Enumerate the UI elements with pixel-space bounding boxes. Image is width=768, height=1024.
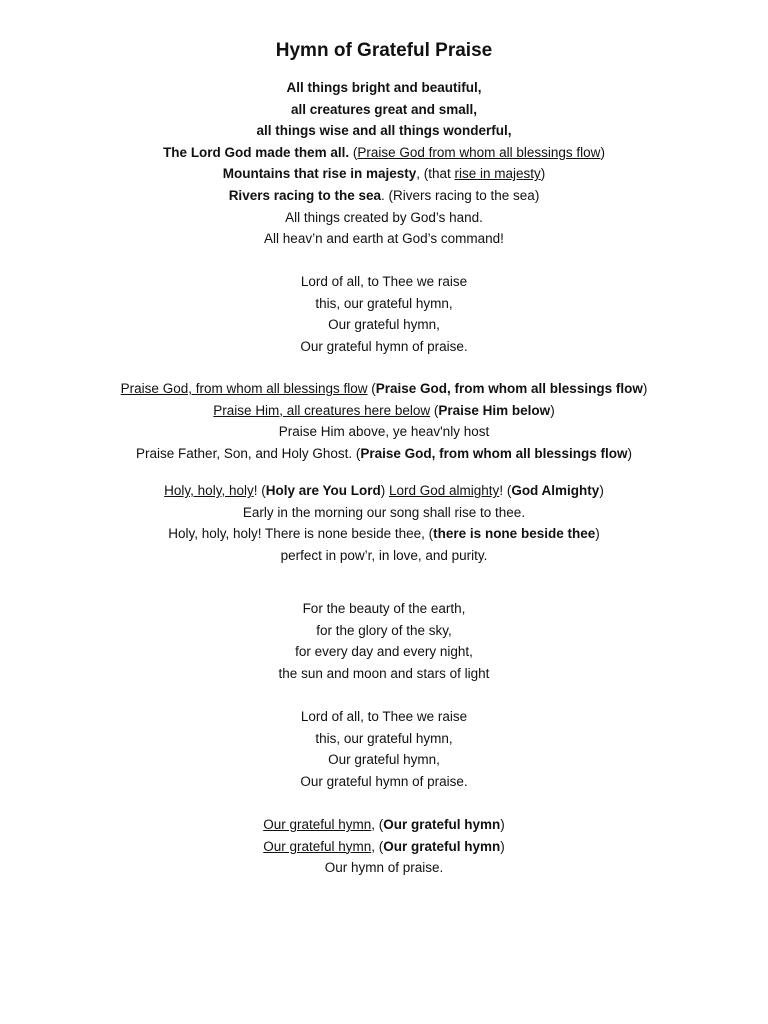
- lyric-line: [0, 443, 768, 465]
- lyric-segment: (: [430, 402, 439, 418]
- lyric-segment: this, our grateful hymn,: [315, 730, 453, 746]
- lyric-segment: all creatures great and small,: [290, 101, 478, 117]
- lyric-line: [0, 314, 768, 336]
- lyric-segment: Lord of all, to Thee we raise: [300, 709, 468, 724]
- lyric-segment: ): [627, 445, 632, 461]
- lyric-line: [0, 620, 768, 642]
- lyric-segment: Our grateful hymn: [263, 838, 372, 854]
- lyric-line: [0, 857, 768, 879]
- lyric-segment: Praise Him below: [438, 402, 551, 418]
- lyric-segment: Rivers racing to the sea: [228, 187, 381, 203]
- lyric-line: [0, 271, 768, 293]
- lyric-line: [0, 545, 768, 567]
- lyric-segment: ): [500, 817, 505, 832]
- lyric-segment: Our grateful hymn,: [328, 752, 440, 768]
- lyric-line: [0, 641, 768, 663]
- lyric-segment: Lord God almighty: [389, 483, 500, 498]
- stanza-2: [0, 271, 768, 357]
- lyric-segment: (: [367, 381, 376, 396]
- lyric-line: [0, 163, 768, 185]
- lyric-segment: Praise God, from whom all blessings flow: [120, 381, 368, 396]
- lyric-segment: Early in the morning our song shall rise to thee.: [242, 504, 526, 520]
- lyric-line: [0, 77, 768, 99]
- page-title: Hymn of Grateful Praise: [275, 40, 493, 61]
- lyric-line: [0, 185, 768, 207]
- lyric-line: [0, 228, 768, 250]
- lyric-line: [0, 663, 768, 685]
- lyric-segment: ! (: [499, 483, 512, 498]
- lyric-segment: Holy, holy, holy! There is none beside thee, (: [168, 526, 434, 542]
- lyric-segment: the sun and moon and stars of light: [278, 665, 490, 681]
- lyric-line: [0, 99, 768, 121]
- lyric-segment: Our grateful hymn: [263, 817, 372, 832]
- lyric-segment: Praise Him above, ye heav'nly host: [278, 424, 490, 440]
- lyric-line: [0, 749, 768, 771]
- stanza-5: [0, 598, 768, 684]
- lyric-segment: For the beauty of the earth,: [302, 601, 466, 616]
- lyric-segment: this, our grateful hymn,: [315, 295, 453, 311]
- lyric-segment: ): [599, 483, 604, 498]
- lyric-line: [0, 836, 768, 858]
- lyric-segment: ): [550, 402, 555, 418]
- lyric-segment: ! (: [253, 483, 266, 498]
- lyric-segment: all things wise and all things wonderful,: [256, 123, 512, 139]
- lyric-segment: Lord of all, to Thee we raise: [300, 274, 468, 289]
- lyric-segment: God Almighty: [511, 483, 600, 498]
- lyric-line: [0, 771, 768, 793]
- stanza-6: [0, 706, 768, 792]
- lyric-line: [0, 728, 768, 750]
- lyric-segment: ): [600, 144, 605, 160]
- lyric-segment: All things created by God’s hand.: [285, 209, 483, 225]
- lyric-segment: ): [540, 166, 546, 182]
- lyric-segment: The Lord God made them all.: [163, 144, 350, 160]
- lyric-line: [0, 378, 768, 400]
- lyric-segment: , (: [371, 838, 384, 854]
- lyric-line: [0, 142, 768, 164]
- lyric-segment: Our hymn of praise.: [324, 860, 444, 876]
- lyric-segment: Our grateful hymn of praise.: [300, 773, 468, 789]
- lyric-segment: ): [642, 381, 648, 396]
- lyric-segment: perfect in pow’r, in love, and purity.: [280, 547, 488, 563]
- lyric-segment: Holy, holy, holy: [164, 483, 254, 498]
- lyric-segment: Mountains that rise in majesty: [222, 166, 417, 182]
- lyric-segment: Our grateful hymn,: [328, 317, 440, 333]
- lyric-line: [0, 421, 768, 443]
- lyric-line: [0, 502, 768, 524]
- lyric-segment: rise in majesty: [454, 166, 541, 182]
- stanza-1: [0, 77, 768, 250]
- lyric-segment: Our grateful hymn: [383, 817, 501, 832]
- lyric-segment: for every day and every night,: [295, 644, 473, 660]
- lyric-line: [0, 706, 768, 728]
- lyric-segment: Our grateful hymn: [383, 838, 501, 854]
- stanza-7: [0, 814, 768, 879]
- lyric-segment: Praise Him, all creatures here below: [213, 402, 431, 418]
- lyric-line: [0, 400, 768, 422]
- lyric-line: [0, 293, 768, 315]
- lyric-segment: , (: [371, 817, 384, 832]
- stanza-3: [0, 378, 768, 464]
- lyric-segment: ): [595, 526, 600, 542]
- lyric-line: [0, 207, 768, 229]
- lyric-segment: ): [380, 483, 389, 498]
- stanza-4: [0, 480, 768, 566]
- lyric-segment: Praise God from whom all blessings flow: [357, 144, 601, 160]
- lyric-segment: . (Rivers racing to the sea): [381, 187, 540, 203]
- lyric-segment: All things bright and beautiful,: [286, 80, 482, 95]
- lyric-segment: Praise Father, Son, and Holy Ghost. (: [136, 445, 361, 461]
- lyric-segment: (: [349, 144, 358, 160]
- lyric-line: [0, 336, 768, 358]
- lyric-segment: for the glory of the sky,: [316, 622, 452, 638]
- lyric-line: [0, 814, 768, 836]
- lyric-segment: Praise God, from whom all blessings flow: [360, 445, 628, 461]
- lyric-line: [0, 523, 768, 545]
- lyric-segment: there is none beside thee: [433, 526, 596, 542]
- lyric-segment: Praise God, from whom all blessings flow: [375, 381, 643, 396]
- lyric-segment: Holy are You Lord: [265, 483, 381, 498]
- lyric-segment: Our grateful hymn of praise.: [300, 338, 468, 354]
- lyric-line: [0, 120, 768, 142]
- lyric-segment: ): [500, 838, 505, 854]
- lyric-line: [0, 480, 768, 502]
- lyric-segment: , (that: [416, 166, 455, 182]
- lyric-line: [0, 598, 768, 620]
- lyric-segment: All heav’n and earth at God’s command!: [264, 231, 504, 247]
